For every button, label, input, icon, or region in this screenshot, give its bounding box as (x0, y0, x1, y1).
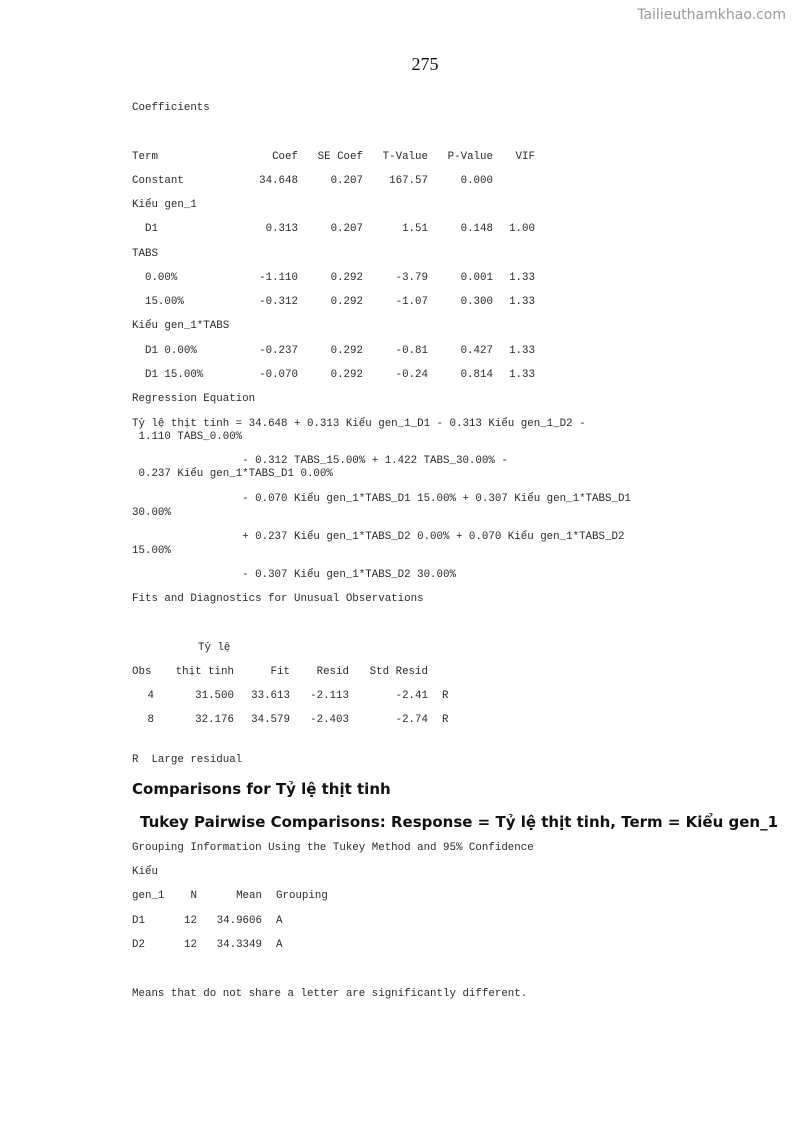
row-p: 0.300 (460, 296, 493, 308)
row-coef: 34.648 (259, 175, 298, 187)
row-factor: D1 (132, 915, 145, 927)
row-se: 0.292 (330, 296, 363, 308)
regression-title: Regression Equation (132, 393, 256, 405)
row-p: 0.148 (460, 223, 493, 235)
page-number: 275 (411, 54, 439, 74)
col-coef-header: Coef (272, 151, 298, 163)
col-term-header: Term (132, 151, 158, 163)
row-vif: 1.33 (509, 369, 535, 381)
comparison-footnote: Means that do not share a letter are significantly different. (132, 988, 528, 1000)
row-obs: 8 (147, 714, 154, 726)
row-p: 0.814 (460, 369, 493, 381)
row-vif: 1.33 (509, 296, 535, 308)
row-t: -0.24 (395, 369, 428, 381)
col-std-resid-header: Std Resid (369, 666, 428, 678)
row-std-resid: -2.41 (395, 690, 428, 702)
row-term: Kiểu gen_1*TABS (132, 320, 230, 332)
col-y-header: thịt tinh (175, 666, 234, 678)
row-t: -3.79 (395, 272, 428, 284)
equation-line: 1.110 TABS_0.00% (132, 431, 243, 443)
col-resid-header: Resid (316, 666, 349, 678)
equation-line: 30.00% (132, 507, 171, 519)
row-se: 0.207 (330, 175, 363, 187)
row-factor: D2 (132, 939, 145, 951)
col-mean-header: Mean (236, 890, 262, 902)
row-term: 0.00% (132, 272, 178, 284)
equation-line: - 0.307 Kiểu gen_1*TABS_D2 30.00% (132, 569, 456, 581)
row-vif: 1.00 (509, 223, 535, 235)
grouping-info: Grouping Information Using the Tukey Method and 95% Confidence (132, 842, 534, 854)
fits-title: Fits and Diagnostics for Unusual Observations (132, 593, 424, 605)
row-term: Constant (132, 175, 184, 187)
row-t: 1.51 (402, 223, 428, 235)
col-n-header: N (190, 890, 197, 902)
row-flag: R (442, 690, 449, 702)
row-obs: 4 (147, 690, 154, 702)
row-vif: 1.33 (509, 345, 535, 357)
row-term: 15.00% (132, 296, 184, 308)
row-se: 0.292 (330, 345, 363, 357)
row-t: -1.07 (395, 296, 428, 308)
comparisons-heading: Comparisons for Tỷ lệ thịt tinh (132, 780, 391, 798)
row-flag: R (442, 714, 449, 726)
row-term: TABS (132, 248, 158, 260)
row-se: 0.292 (330, 272, 363, 284)
row-vif: 1.33 (509, 272, 535, 284)
row-mean: 34.9606 (216, 915, 262, 927)
tukey-subheading: Tukey Pairwise Comparisons: Response = Tỷ lệ thịt tinh, Term = Kiểu gen_1 (140, 813, 779, 831)
col-se-header: SE Coef (317, 151, 363, 163)
row-se: 0.292 (330, 369, 363, 381)
row-coef: -0.312 (259, 296, 298, 308)
row-t: -0.81 (395, 345, 428, 357)
row-term: D1 15.00% (132, 369, 204, 381)
equation-line: + 0.237 Kiểu gen_1*TABS_D2 0.00% + 0.070 Kiểu gen_1*TABS_D2 (132, 531, 625, 543)
row-se: 0.207 (330, 223, 363, 235)
col-vif-header: VIF (515, 151, 535, 163)
equation-line: Tỷ lệ thịt tinh = 34.648 + 0.313 Kiểu gen_1_D1 - 0.313 Kiểu gen_1_D2 - (132, 418, 586, 430)
watermark-text: Tailieuthamkhao.com (637, 7, 786, 23)
equation-line: - 0.312 TABS_15.00% + 1.422 TABS_30.00% - (132, 455, 508, 467)
coefficients-title: Coefficients (132, 102, 210, 114)
col-factor-header: gen_1 (132, 890, 165, 902)
col-t-header: T-Value (382, 151, 428, 163)
equation-line: - 0.070 Kiểu gen_1*TABS_D1 15.00% + 0.307 Kiểu gen_1*TABS_D1 (132, 493, 631, 505)
equation-line: 0.237 Kiểu gen_1*TABS_D1 0.00% (132, 468, 333, 480)
fits-note: R Large residual (132, 754, 243, 766)
row-y: 31.500 (195, 690, 234, 702)
col-grouping-header: Grouping (276, 890, 328, 902)
row-coef: -0.070 (259, 369, 298, 381)
row-coef: -1.110 (259, 272, 298, 284)
row-t: 167.57 (389, 175, 428, 187)
row-p: 0.001 (460, 272, 493, 284)
row-n: 12 (184, 915, 197, 927)
col-p-header: P-Value (447, 151, 493, 163)
row-grouping: A (276, 915, 283, 927)
equation-line: 15.00% (132, 545, 171, 557)
row-fit: 33.613 (251, 690, 290, 702)
row-std-resid: -2.74 (395, 714, 428, 726)
col-factor-header-top: Kiểu (132, 866, 158, 878)
row-p: 0.427 (460, 345, 493, 357)
row-y: 32.176 (195, 714, 234, 726)
row-p: 0.000 (460, 175, 493, 187)
row-coef: 0.313 (265, 223, 298, 235)
row-term: D1 0.00% (132, 345, 197, 357)
row-term: D1 (132, 223, 158, 235)
col-y-header-top: Tỷ lệ (198, 642, 231, 654)
row-coef: -0.237 (259, 345, 298, 357)
col-fit-header: Fit (270, 666, 290, 678)
row-resid: -2.113 (310, 690, 349, 702)
row-mean: 34.3349 (216, 939, 262, 951)
row-grouping: A (276, 939, 283, 951)
row-resid: -2.403 (310, 714, 349, 726)
row-n: 12 (184, 939, 197, 951)
col-obs-header: Obs (132, 666, 152, 678)
row-fit: 34.579 (251, 714, 290, 726)
row-term: Kiểu gen_1 (132, 199, 197, 211)
